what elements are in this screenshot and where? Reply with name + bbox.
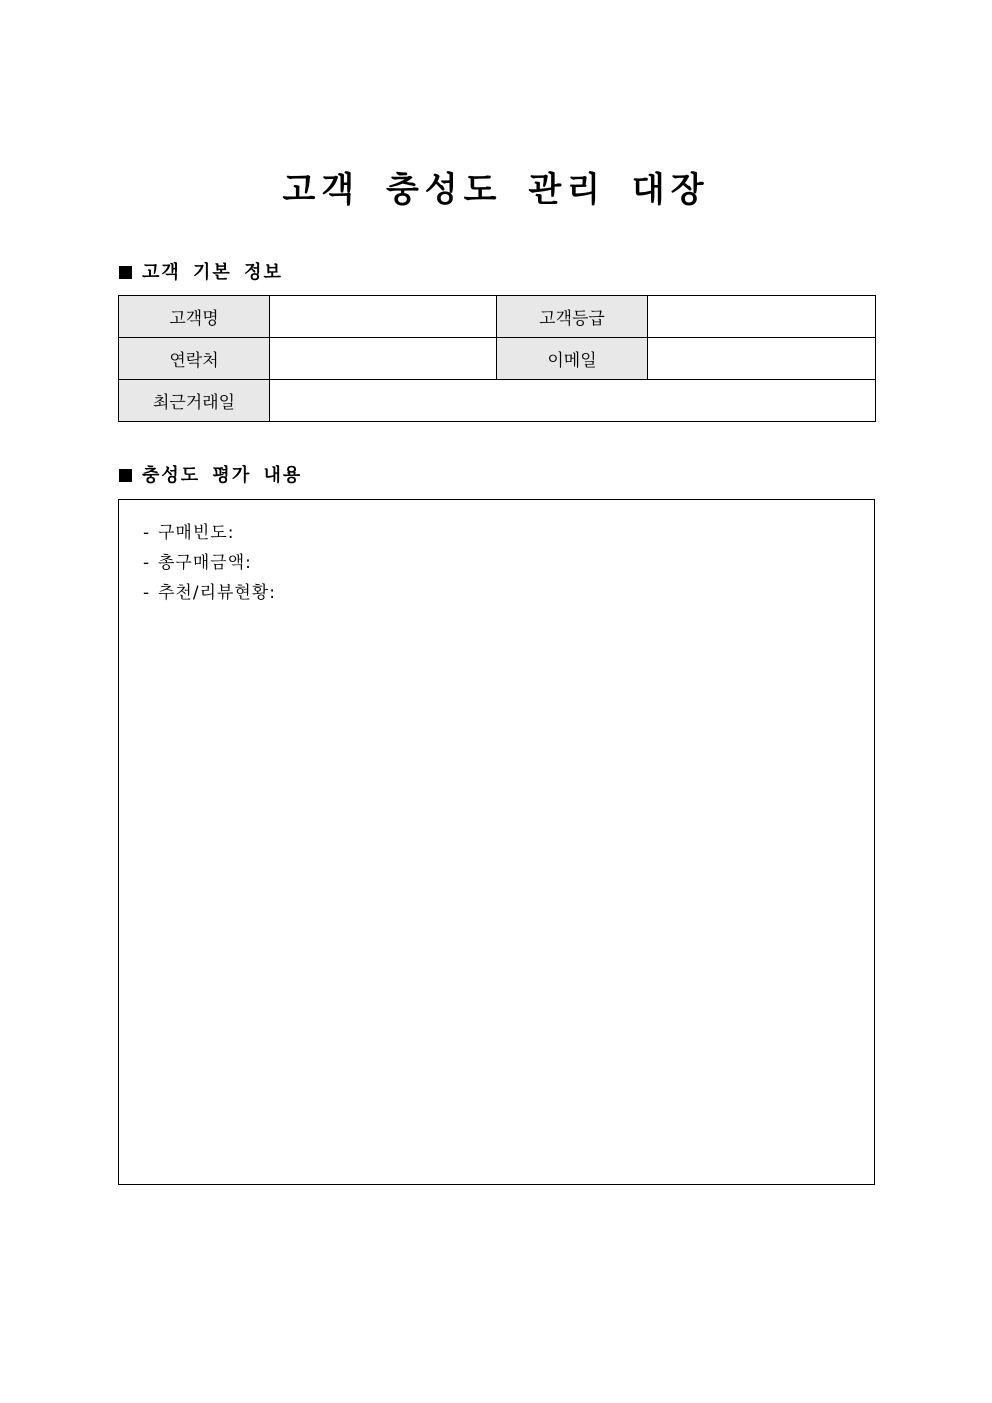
label-contact: 연락처 xyxy=(119,338,270,380)
label-customer-grade: 고객등급 xyxy=(497,296,648,338)
section-heading-label: 고객 기본 정보 xyxy=(142,262,283,283)
evaluation-item-label: 추천/리뷰현황: xyxy=(158,583,276,603)
field-contact[interactable] xyxy=(270,338,497,380)
list-item xyxy=(143,578,874,608)
square-bullet-icon xyxy=(119,266,132,279)
square-bullet-icon xyxy=(119,469,132,482)
section-heading-loyalty-evaluation xyxy=(119,461,302,487)
field-recent-transaction-date[interactable] xyxy=(270,380,876,422)
label-customer-name: 고객명 xyxy=(119,296,270,338)
label-email: 이메일 xyxy=(497,338,648,380)
evaluation-list xyxy=(119,500,874,608)
label-recent-transaction-date: 최근거래일 xyxy=(119,380,270,422)
document-title: 고객 충성도 관리 대장 xyxy=(282,170,710,210)
table-row xyxy=(119,296,876,338)
evaluation-item-label: 구매빈도: xyxy=(158,523,235,543)
dash-marker: - xyxy=(143,553,151,573)
list-item xyxy=(143,548,874,578)
section-heading-basic-info xyxy=(119,258,283,284)
list-item xyxy=(143,518,874,548)
dash-marker: - xyxy=(143,583,151,603)
customer-info-table xyxy=(118,295,876,422)
table-row xyxy=(119,338,876,380)
section-heading-label: 충성도 평가 내용 xyxy=(142,465,303,486)
evaluation-item-label: 총구매금액: xyxy=(158,553,252,573)
dash-marker: - xyxy=(143,523,151,543)
field-customer-grade[interactable] xyxy=(648,296,876,338)
field-customer-name[interactable] xyxy=(270,296,497,338)
loyalty-evaluation-box[interactable] xyxy=(118,499,875,1185)
field-email[interactable] xyxy=(648,338,876,380)
table-row xyxy=(119,380,876,422)
